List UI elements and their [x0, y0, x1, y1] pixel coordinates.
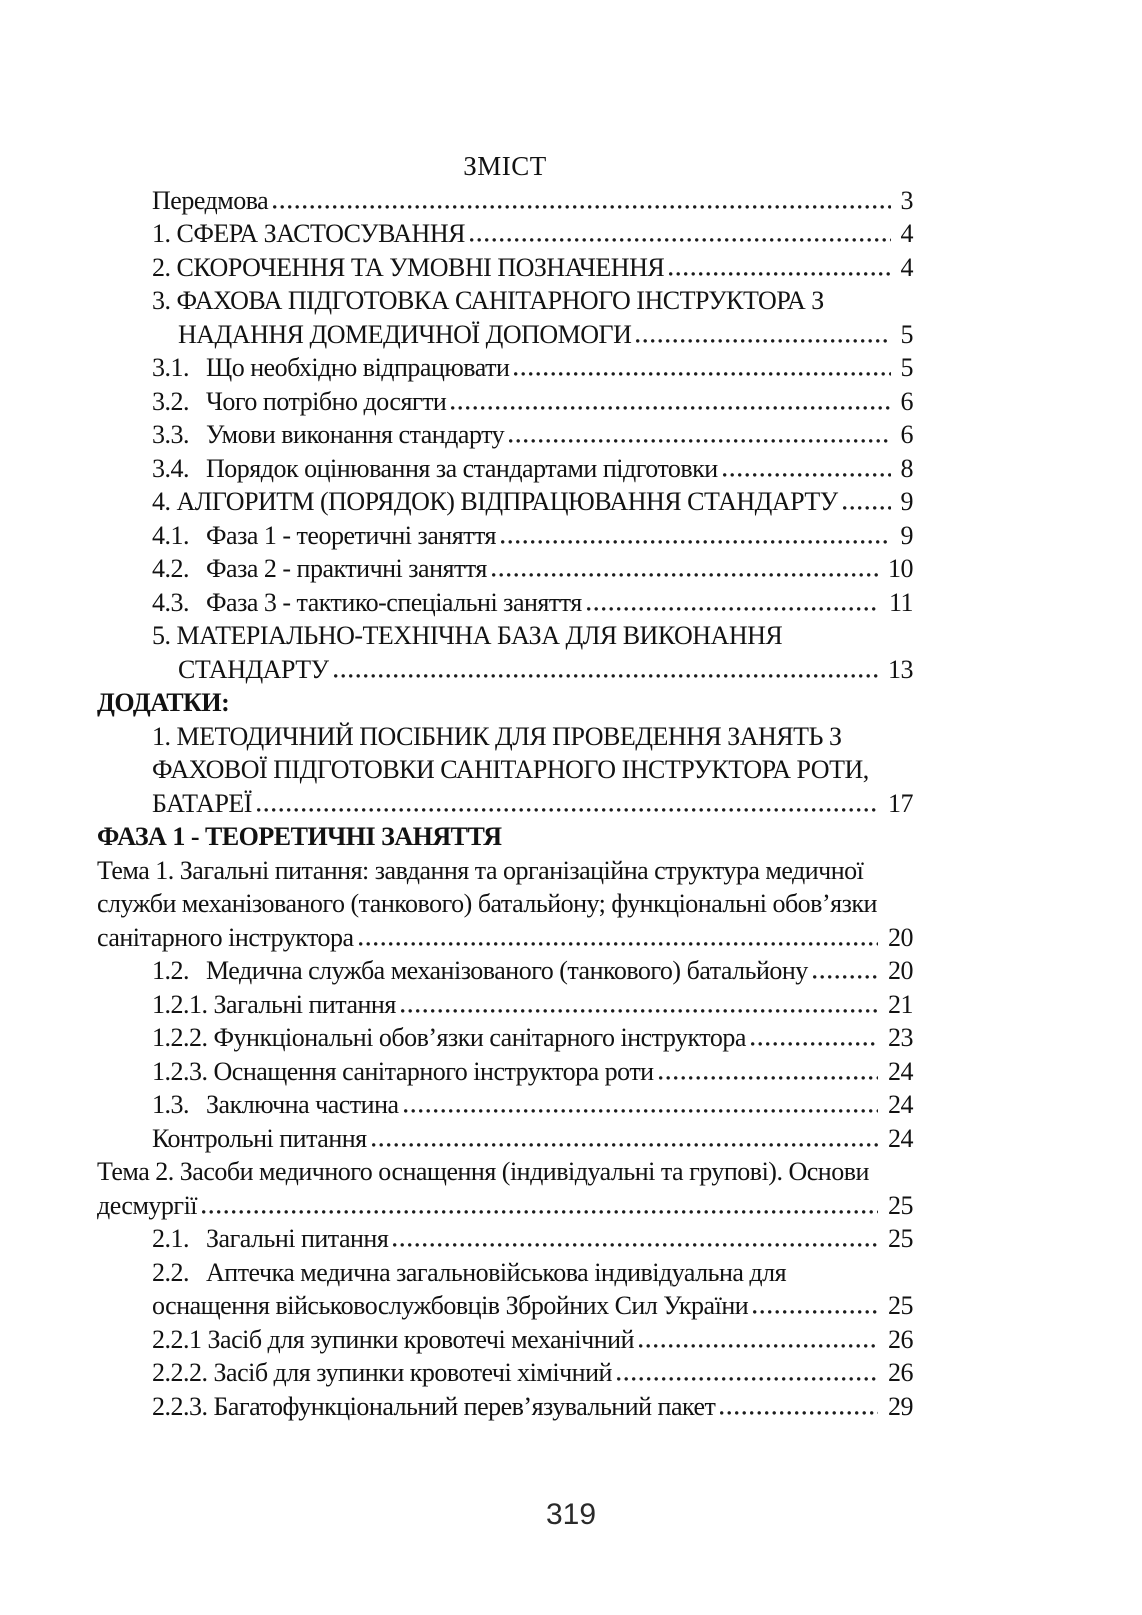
dot-leader [359, 942, 878, 946]
toc-entry-text: 1. МЕТОДИЧНИЙ ПОСІБНИК ДЛЯ ПРОВЕДЕННЯ ЗАНЯТЬ З [152, 721, 842, 751]
toc-entry-number: 3.4. [152, 453, 189, 483]
toc-entry [97, 988, 913, 1022]
toc-entry [97, 251, 913, 285]
toc-entry-number: 4.3. [152, 587, 189, 617]
toc-entry-page: 3 [900, 185, 913, 215]
toc-entry-page: 25 [888, 1291, 913, 1320]
toc-entry [97, 887, 913, 921]
toc-entry [97, 452, 913, 486]
toc-entry-text: НАДАННЯ ДОМЕДИЧНОЇ ДОПОМОГИ [178, 319, 632, 349]
toc-entry-text: Заключна частина [206, 1090, 399, 1119]
dot-leader [636, 339, 890, 343]
dot-leader [659, 1076, 878, 1080]
toc-entry-page: 26 [888, 1358, 913, 1387]
toc-entry-number: 4.1. [152, 520, 189, 550]
toc-entry-text: 2. СКОРОЧЕННЯ ТА УМОВНІ ПОЗНАЧЕННЯ [152, 252, 665, 282]
dot-leader [372, 1143, 878, 1147]
dot-leader [334, 674, 878, 678]
toc-entry-page: 9 [900, 520, 913, 550]
toc-entry-page: 11 [888, 587, 913, 617]
toc-entry-text: 1.2.1. Загальні питання [152, 989, 396, 1019]
toc-entry-text: Передмова [152, 185, 269, 215]
toc-entry-text: 5. МАТЕРІАЛЬНО-ТЕХНІЧНА БАЗА ДЛЯ ВИКОНАННЯ [152, 621, 783, 650]
toc-entry [97, 653, 913, 687]
dot-leader [202, 1210, 878, 1214]
dot-leader [723, 473, 891, 477]
dot-leader [501, 540, 890, 544]
toc-entry-text: 4. АЛГОРИТМ (ПОРЯДОК) ВІДПРАЦЮВАННЯ СТАНДАРТУ [152, 487, 838, 516]
toc-entry-page: 23 [888, 1023, 913, 1052]
dot-leader [843, 506, 891, 510]
toc-entry-text: Що необхідно відпрацювати [206, 353, 510, 382]
toc-entry-page: 6 [900, 386, 913, 416]
toc-entry-text: Фаза 3 - тактико-спеціальні заняття [206, 587, 582, 617]
toc-entry-text: Чого потрібно досягти [206, 386, 447, 416]
toc-entry-text: Контрольні питання [152, 1123, 367, 1153]
toc-entry [97, 485, 913, 519]
toc-entry-text: Медична служба механізованого (танкового) батальйону [206, 956, 808, 985]
toc-entry-page: 20 [888, 922, 913, 952]
toc-entry-page: 8 [900, 453, 913, 483]
toc-entry-text: Тема 1. Загальні питання: завдання та організаційна структура медичної [97, 855, 864, 885]
dot-leader [813, 975, 878, 979]
toc-entry [97, 318, 913, 352]
toc-entry-page: 21 [888, 989, 913, 1019]
dot-leader [751, 1042, 878, 1046]
toc-entry [97, 552, 913, 586]
toc-entry-text: Порядок оцінювання за стандартами підготовки [206, 453, 718, 483]
toc-entry-text: Фаза 1 - теоретичні заняття [206, 520, 497, 550]
toc-entry-text: оснащення військовослужбовців Збройних Сил України [152, 1291, 749, 1320]
table-of-contents [97, 184, 913, 1424]
dot-leader [470, 238, 891, 242]
toc-entry [97, 1055, 913, 1089]
toc-entry-text: СТАНДАРТУ [178, 654, 329, 684]
toc-entry [97, 1122, 913, 1156]
toc-entry [97, 351, 913, 385]
toc-entry-text: 2.2.2. Засіб для зупинки кровотечі хімічний [152, 1358, 612, 1387]
toc-entry [97, 1155, 913, 1189]
toc-entry [97, 519, 913, 553]
toc-entry-page: 29 [888, 1391, 913, 1421]
toc-entry-number: 4.2. [152, 554, 189, 583]
toc-entry [97, 418, 913, 452]
toc-entry-page: 4 [900, 252, 913, 282]
toc-entry [97, 586, 913, 620]
toc-entry-number: 3.2. [152, 386, 189, 416]
dot-leader [639, 1344, 878, 1348]
toc-entry-page: 24 [888, 1123, 913, 1153]
toc-entry [97, 1222, 913, 1256]
toc-entry-page: 5 [900, 353, 913, 382]
toc-entry-text: санітарного інструктора [97, 922, 354, 952]
toc-entry-page: 24 [888, 1090, 913, 1119]
toc-entry-page: 9 [900, 487, 913, 516]
toc-entry [97, 854, 913, 888]
toc-entry [97, 1289, 913, 1323]
toc-entry-text: ДОДАТКИ: [97, 688, 230, 717]
toc-entry [97, 1088, 913, 1122]
toc-entry-page: 6 [900, 420, 913, 449]
toc-entry-text: Аптечка медична загальновійськова індивідуальна для [206, 1257, 787, 1287]
toc-entry [97, 1189, 913, 1223]
dot-leader [451, 406, 890, 410]
toc-entry-page: 5 [900, 319, 913, 349]
toc-entry-page: 25 [888, 1190, 913, 1220]
toc-entry [97, 619, 913, 653]
toc-entry [97, 284, 913, 318]
toc-entry-number: 1.2. [152, 956, 189, 985]
dot-leader [587, 607, 879, 611]
toc-entry [97, 954, 913, 988]
toc-entry-page: 17 [888, 788, 913, 818]
dot-leader [273, 205, 890, 209]
toc-entry [97, 753, 913, 787]
toc-entry [97, 1390, 913, 1424]
toc-entry [97, 184, 913, 218]
toc-entry [97, 820, 913, 854]
toc-entry [97, 686, 913, 720]
toc-entry-number: 3.1. [152, 353, 189, 382]
dot-leader [720, 1411, 878, 1415]
toc-entry-page: 20 [888, 956, 913, 985]
dot-leader [509, 439, 890, 443]
dot-leader [393, 1243, 878, 1247]
toc-entry [97, 385, 913, 419]
toc-entry-text: ФАЗА 1 - ТЕОРЕТИЧНІ ЗАНЯТТЯ [97, 822, 502, 851]
toc-entry-text: Загальні питання [206, 1224, 389, 1253]
toc-entry [97, 787, 913, 821]
toc-entry-text: БАТАРЕЇ [152, 788, 252, 818]
toc-entry [97, 1323, 913, 1357]
toc-content [97, 150, 913, 1423]
toc-entry-text: 1.2.2. Функціональні обов’язки санітарного інструктора [152, 1023, 746, 1052]
toc-entry [97, 217, 913, 251]
toc-entry-page: 10 [888, 554, 913, 583]
toc-entry-text: 2.2.1 Засіб для зупинки кровотечі механічний [152, 1324, 634, 1354]
toc-entry-page: 4 [900, 219, 913, 248]
toc-entry-text: Умови виконання стандарту [206, 420, 505, 449]
toc-entry-number: 1.3. [152, 1090, 189, 1119]
footer-page-number: 319 [545, 1498, 597, 1531]
dot-leader [514, 372, 890, 376]
toc-entry [97, 1356, 913, 1390]
toc-entry-text: 2.2.3. Багатофункціональний перев’язувальний пакет [152, 1391, 716, 1421]
toc-entry-number: 2.2. [152, 1257, 189, 1287]
toc-entry [97, 1256, 913, 1290]
toc-entry-text: Тема 2. Засоби медичного оснащення (індивідуальні та групові). Основи [97, 1157, 869, 1186]
toc-entry-text: 1. СФЕРА ЗАСТОСУВАННЯ [152, 219, 465, 248]
toc-entry-page: 25 [888, 1224, 913, 1253]
dot-leader [617, 1377, 878, 1381]
toc-entry-text: десмургії [97, 1190, 198, 1220]
dot-leader [404, 1109, 878, 1113]
dot-leader [257, 808, 878, 812]
toc-entry-page: 13 [888, 654, 913, 684]
toc-entry [97, 1021, 913, 1055]
page-title: ЗМІСТ [463, 151, 547, 181]
toc-entry-text: Фаза 2 - практичні заняття [206, 554, 487, 583]
toc-entry-number: 3.3. [152, 420, 189, 449]
dot-leader [401, 1009, 878, 1013]
toc-entry-number: 2.1. [152, 1224, 189, 1253]
dot-leader [753, 1310, 878, 1314]
toc-entry-text: служби механізованого (танкового) батальйону; функціональні обов’язки [97, 889, 877, 918]
toc-entry-page: 24 [888, 1056, 913, 1086]
dot-leader [492, 573, 878, 577]
toc-entry-text: 3. ФАХОВА ПІДГОТОВКА САНІТАРНОГО ІНСТРУКТОРА З [152, 286, 824, 315]
toc-entry [97, 921, 913, 955]
toc-entry-text: ФАХОВОЇ ПІДГОТОВКИ САНІТАРНОГО ІНСТРУКТОРА РОТИ, [152, 755, 869, 784]
toc-entry [97, 720, 913, 754]
toc-entry-page: 26 [888, 1324, 913, 1354]
toc-entry-text: 1.2.3. Оснащення санітарного інструктора роти [152, 1056, 654, 1086]
dot-leader [669, 272, 890, 276]
